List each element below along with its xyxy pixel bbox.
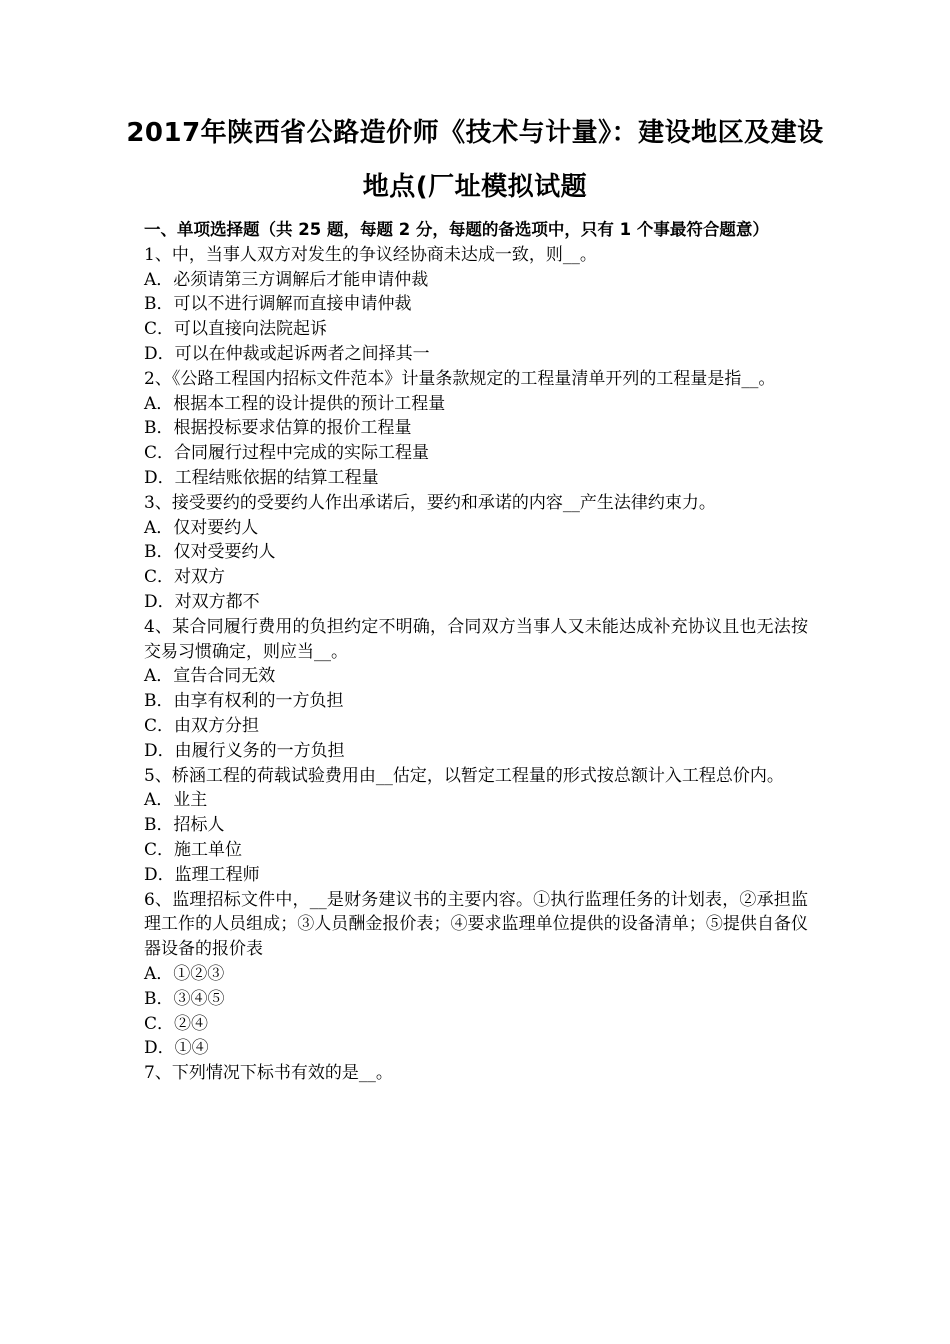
option-c: C．可以直接向法院起诉 (144, 319, 328, 340)
option-b: B．由享有权利的一方负担 (144, 691, 344, 712)
option-a: A．①②③ (144, 963, 225, 984)
option-d: D．对双方都不 (144, 591, 260, 612)
section-heading: 一、单项选择题（共 25 题，每题 2 分，每题的备选项中，只有 1 个事最符合题意） (144, 220, 769, 239)
question-stem: 7、下列情况下标书有效的是__。 (144, 1063, 393, 1084)
question-3 (144, 491, 808, 615)
option-b: B．招标人 (144, 815, 225, 836)
question-6 (144, 888, 808, 1062)
question-5 (144, 764, 808, 888)
question-stem: 2、《公路工程国内招标文件范本》计量条款规定的工程量清单开列的工程量是指__。 (144, 368, 776, 389)
question-7 (144, 1061, 808, 1086)
option-b: B．仅对受要约人 (144, 542, 276, 563)
option-a: A．根据本工程的设计提供的预计工程量 (144, 393, 446, 414)
option-d: D．可以在仲裁或起诉两者之间择其一 (144, 343, 430, 364)
option-d: D．监理工程师 (144, 864, 260, 885)
option-c: C．施工单位 (144, 839, 243, 860)
document-body (144, 218, 808, 1086)
option-c: C．合同履行过程中完成的实际工程量 (144, 443, 430, 464)
option-a: A．仅对要约人 (144, 517, 259, 538)
option-d: D．①④ (144, 1038, 209, 1059)
option-a: A．宣告合同无效 (144, 666, 276, 687)
option-a: A．业主 (144, 790, 208, 811)
question-stem: 6、监理招标文件中，__是财务建议书的主要内容。①执行监理任务的计划表，②承担监理工作的人员组成；③人员酬金报价表；④要求监理单位提供的设备清单；⑤提供自备仪器设备的报价表 (144, 889, 808, 960)
question-stem: 5、桥涵工程的荷载试验费用由__估定，以暂定工程量的形式按总额计入工程总价内。 (144, 765, 784, 786)
option-c: C．由双方分担 (144, 715, 260, 736)
option-c: C．对双方 (144, 567, 226, 588)
option-b: B．根据投标要求估算的报价工程量 (144, 418, 412, 439)
option-d: D．工程结账依据的结算工程量 (144, 467, 379, 488)
option-c: C．②④ (144, 1013, 209, 1034)
question-1 (144, 243, 808, 367)
option-b: B．可以不进行调解而直接申请仲裁 (144, 294, 412, 315)
question-4 (144, 615, 808, 764)
option-d: D．由履行义务的一方负担 (144, 740, 345, 761)
document-title-line-2: 地点(厂址模拟试题 (362, 172, 588, 202)
document-title-line-1: 2017年陕西省公路造价师《技术与计量》：建设地区及建设 (126, 118, 824, 148)
question-2 (144, 367, 808, 491)
question-stem: 3、接受要约的受要约人作出承诺后，要约和承诺的内容__产生法律约束力。 (144, 492, 716, 513)
question-stem: 4、某合同履行费用的负担约定不明确，合同双方当事人又未能达成补充协议且也无法按交易习惯确定，则应当__。 (144, 616, 808, 662)
option-b: B．③④⑤ (144, 988, 225, 1009)
option-a: A．必须请第三方调解后才能申请仲裁 (144, 269, 429, 290)
question-stem: 1、中，当事人双方对发生的争议经协商未达成一致，则__。 (144, 244, 597, 265)
